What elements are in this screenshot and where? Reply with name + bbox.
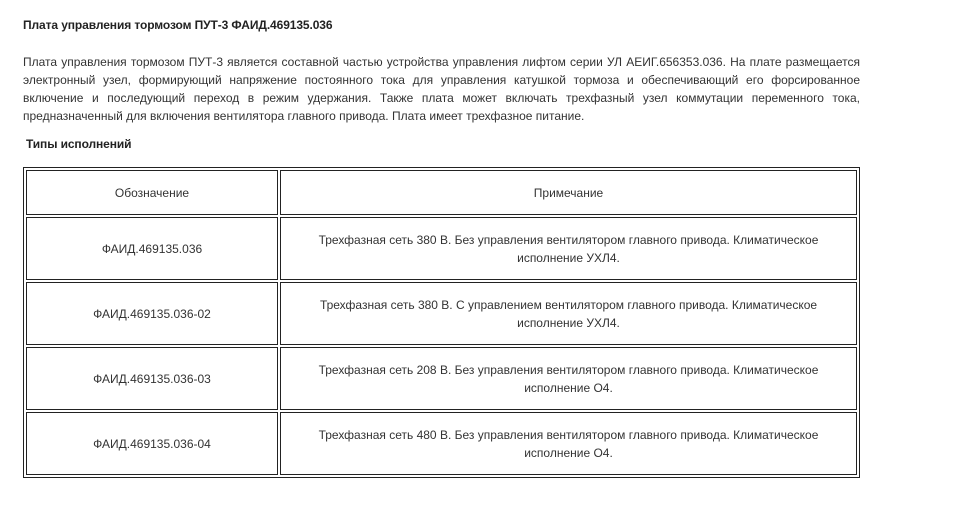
table-row — [26, 347, 857, 410]
variant-code: ФАИД.469135.036-04 — [26, 412, 278, 475]
table-header-row — [26, 170, 857, 215]
variant-note: Трехфазная сеть 380 В. С управлением вентилятором главного привода. Климатическое исполнение УХЛ4. — [280, 282, 857, 345]
header-note: Примечание — [280, 170, 857, 215]
variant-note: Трехфазная сеть 480 В. Без управления вентилятором главного привода. Климатическое исполнение О4. — [280, 412, 857, 475]
table-row — [26, 217, 857, 280]
header-designation: Обозначение — [26, 170, 278, 215]
table-row — [26, 412, 857, 475]
variants-table — [23, 167, 860, 478]
page-title: Плата управления тормозом ПУТ-3 ФАИД.469135.036 — [23, 18, 333, 32]
description-paragraph: Плата управления тормозом ПУТ-3 является составной частью устройства управления лифтом серии УЛ АЕИГ.656353.036. На плате размещается электронный узел, формирующий напряжение постоянного тока для управления катушкой тормоза и обеспечивающий его форсированное включение и последующий переход в режим удержания. Также плата может включать трехфазный узел коммутации переменного тока, предназначенный для включения вентилятора главного привода. Плата имеет трехфазное питание. — [23, 55, 860, 123]
variant-note: Трехфазная сеть 380 В. Без управления вентилятором главного привода. Климатическое исполнение УХЛ4. — [280, 217, 857, 280]
table-row — [26, 282, 857, 345]
section-heading: Типы исполнений — [26, 137, 132, 151]
article-content — [23, 18, 860, 152]
variant-note: Трехфазная сеть 208 В. Без управления вентилятором главного привода. Климатическое исполнение О4. — [280, 347, 857, 410]
variant-code: ФАИД.469135.036-02 — [26, 282, 278, 345]
variant-code: ФАИД.469135.036 — [26, 217, 278, 280]
variant-code: ФАИД.469135.036-03 — [26, 347, 278, 410]
